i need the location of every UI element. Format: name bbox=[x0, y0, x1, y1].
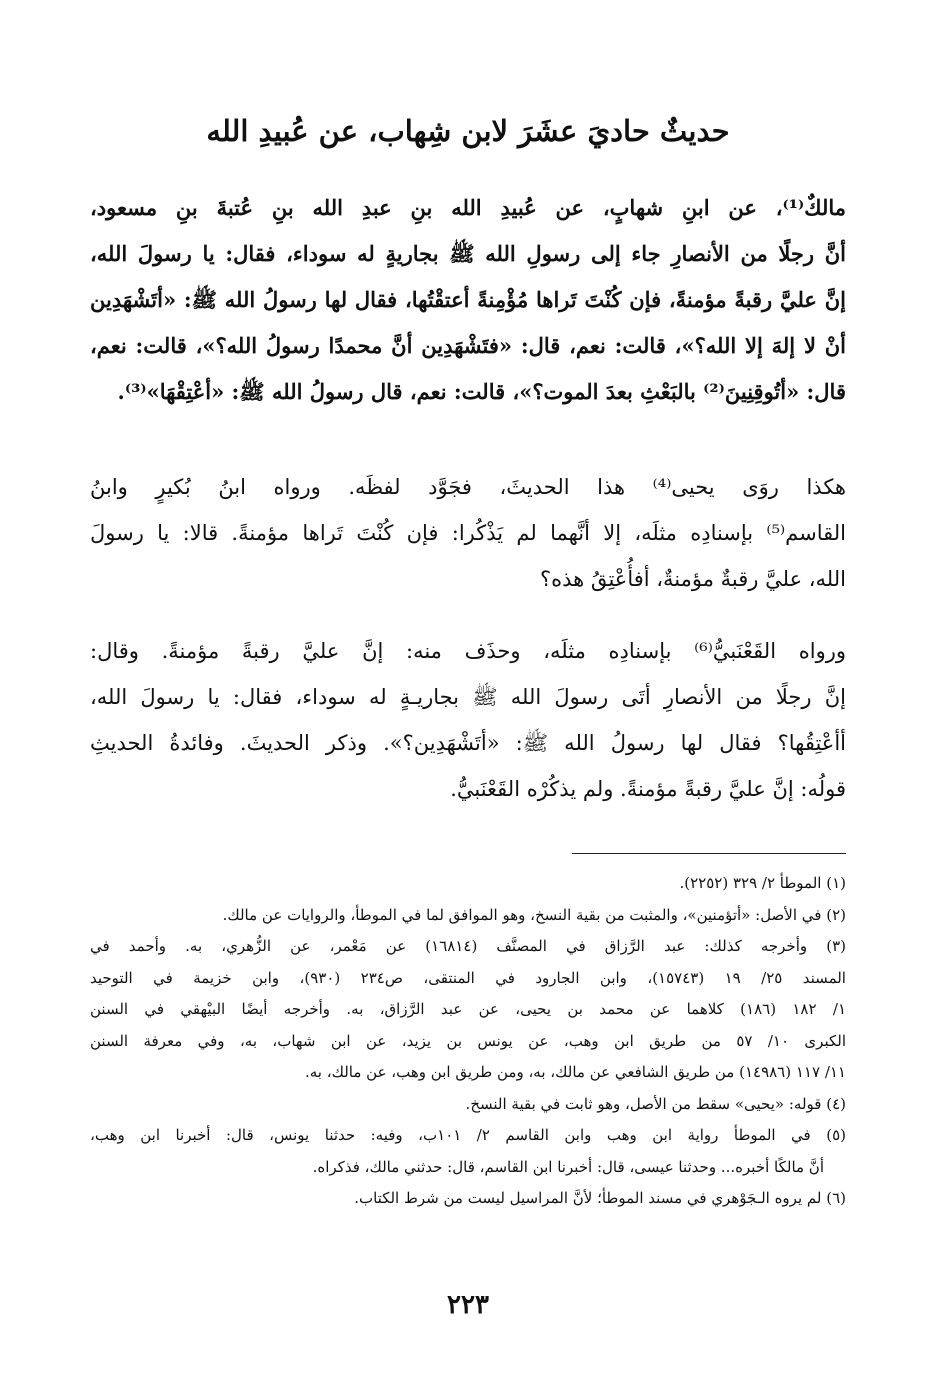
hadith-text-paragraph bbox=[90, 185, 846, 415]
footnote-1: (١) الموطأ ٢/ ٣٢٩ (٢٢٥٢). bbox=[679, 874, 846, 892]
footnote-3: (٣) وأخرجه كذلك: عبد الرَّزاق في المصنَّف (١٦٨١٤) عن مَعْمر، عن الزُّهري، به. وأحمد في bbox=[90, 937, 846, 955]
footnote-5: (٥) في الموطأ رواية ابن وهب وابن القاسم ٢/ ١٠١ب، وفيه: حدثنا يونس، قال: أخبرنا ابن وهب، bbox=[90, 1126, 846, 1144]
text-line: أنْ لا إلهَ إلا الله؟»، قالت: نعم، قال: «فتَشْهَدِين أنَّ محمدًا رسولُ الله؟»، قالت: نعم، bbox=[90, 333, 846, 358]
footnote-6: (٦) لم يروه الـجَوْهري في مسند الموطأ؛ لأنَّ المراسيل ليست من شرط الكتاب. bbox=[354, 1189, 846, 1207]
text-line: أنَّ رجلًا من الأنصارِ جاء إلى رسولِ الله ﷺ بجاريةٍ له سوداء، فقال: يا رسولَ الله، bbox=[90, 241, 846, 266]
footnote-5-line: أنَّ مالكًا أخبره... وحدثنا عيسى، قال: أخبرنا ابن القاسم، قال: حدثني مالك، فذكراه. bbox=[312, 1157, 824, 1176]
text-line: أأعْتِقُها؟ فقال لها رسولُ الله ﷺ: «أتَشْهَدِين؟». وذكر الحديثَ. وفائدةُ الحديثِ bbox=[90, 731, 846, 755]
text-line: ورواه القَعْنَبيُّ⁽⁶⁾ بإسنادِه مثلَه، وحذَف منه: إنَّ عليَّ رقبةً مؤمنةً. وقال: bbox=[90, 639, 846, 663]
footnotes bbox=[90, 868, 846, 1215]
footnote-3-line: الكبرى ١٠/ ٥٧ من طريق ابن وهب، عن يونس بن يزيد، عن ابن شهاب، به، وفي معرفة السنن bbox=[90, 1031, 846, 1050]
footnote-3-line: ١١/ ١١٧ (١٤٩٨٦) من طريق الشافعي عن مالك، به، ومن طريق ابن وهب، عن مالك، به. bbox=[304, 1063, 846, 1081]
text-line: الله، عليَّ رقبةٌ مؤمنةٌ، أفأُعْتِقُ هذه؟ bbox=[540, 567, 846, 591]
footnote-3-line: ١/ ١٨٢ (١٨٦) كلاهما عن محمد بن يحيى، عن عبد الرَّزاق، به. وأخرجه أيضًا البيْهقي في السنن bbox=[90, 1000, 846, 1018]
text-line: هكذا روَى يحيى⁽⁴⁾ هذا الحديثَ، فجَوَّد لفظَه. ورواه ابنُ بُكيرٍ وابنُ bbox=[90, 475, 846, 499]
text-line: قولُه: إنَّ عليَّ رقبةً مؤمنةً. ولم يذكُرْه القَعْنَبيُّ. bbox=[450, 777, 846, 801]
text-line: إنَّ رجلًا من الأنصارِ أتَى رسولَ الله ﷺ بجاريـةٍ له سوداء، فقال: يا رسولَ الله، bbox=[90, 685, 846, 709]
chapter-heading: حديثٌ حاديَ عشَرَ لابن شِهاب، عن عُبيدِ الله bbox=[206, 114, 730, 148]
text-line: مالكٌ⁽¹⁾، عن ابنِ شهابٍ، عن عُبيدِ الله بنِ عبدِ الله بنِ عُتبةَ بنِ مسعود، bbox=[90, 195, 846, 220]
text-line: قال: «أتُوقِنِينَ⁽²⁾ بالبَعْثِ بعدَ الموت؟»، قالت: نعم، قال رسولُ الله ﷺ: «أعْتِقْهَا»⁽³⁾. bbox=[117, 379, 846, 404]
text-line: إنَّ عليَّ رقبةً مؤمنةً، فإن كُنْتَ تَراها مُؤْمِنةً أعتقْتُها، فقال لها رسولُ الله ﷺ: «أتَشْهَدِين bbox=[90, 287, 846, 312]
page-number: ٢٢٣ bbox=[447, 1290, 489, 1320]
footnote-separator bbox=[572, 853, 846, 854]
footnote-3-line: المسند ٢٥/ ١٩ (١٥٧٤٣)، وابن الجارود في المنتقى، ص٢٣٤ (٩٣٠)، وابن خزيمة في التوحيد bbox=[90, 968, 846, 987]
commentary-paragraph bbox=[90, 628, 846, 812]
footnote-2: (٢) في الأصل: «أتؤمنين»، والمثبت من بقية النسخ، وهو الموافق لما في الموطأ، والروايات عن مالك. bbox=[222, 905, 846, 924]
commentary-paragraph bbox=[90, 464, 846, 602]
footnote-4: (٤) قوله: «يحيى» سقط من الأصل، وهو ثابت في بقية النسخ. bbox=[465, 1094, 846, 1113]
text-line: القاسم⁽⁵⁾ بإسنادِه مثلَه، إلا أنَّهما لم يَذْكُرا: فإن كُنْتَ تَراها مؤمنةً. قالا: يا رسولَ bbox=[90, 521, 846, 545]
